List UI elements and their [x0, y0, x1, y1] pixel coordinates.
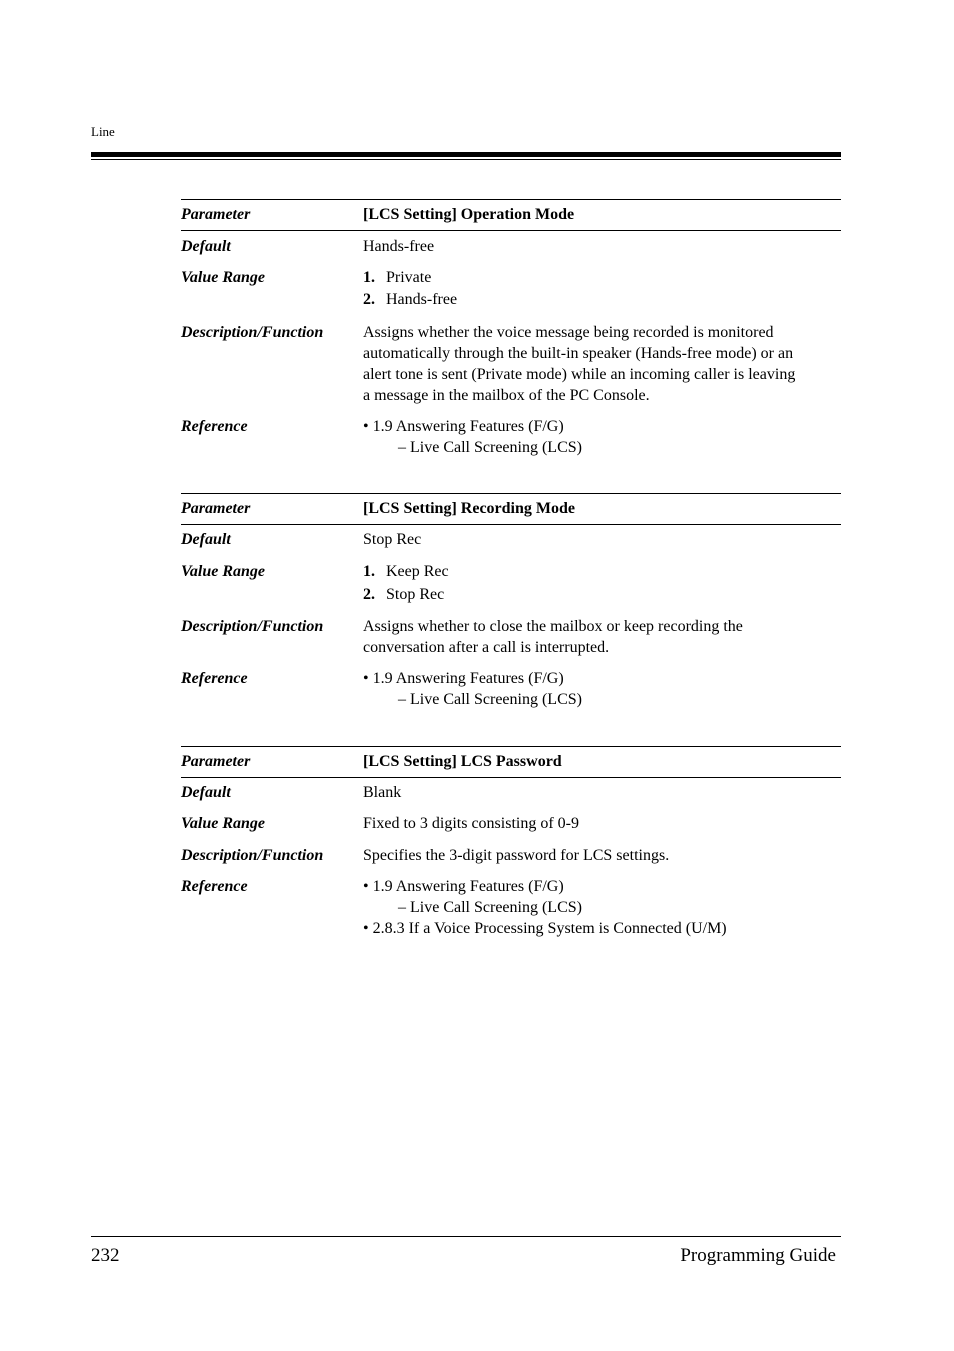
block-mid-rule: [181, 230, 841, 231]
description-label: Description/Function: [181, 847, 324, 864]
reference-label: Reference: [181, 670, 248, 687]
reference-item: • 1.9 Answering Features (F/G): [363, 878, 564, 895]
reference-list: [363, 416, 841, 458]
value-range-item: [363, 561, 841, 582]
description-line: Assigns whether to close the mailbox or keep recording the: [363, 618, 743, 635]
default-label: Default: [181, 531, 231, 548]
parameter-label: Parameter: [181, 500, 251, 517]
reference-list: [363, 876, 841, 939]
reference-label: Reference: [181, 878, 248, 895]
page-number: 232: [91, 1245, 120, 1266]
block-top-rule: [181, 746, 841, 747]
description-line: Specifies the 3-digit password for LCS settings.: [363, 847, 670, 864]
description-line: automatically through the built-in speaker (Hands-free mode) or an: [363, 345, 794, 362]
value-range-label: Value Range: [181, 269, 266, 286]
footer-title: Programming Guide: [680, 1245, 836, 1266]
default-value: Blank: [363, 784, 402, 801]
block-mid-rule: [181, 524, 841, 525]
value-range-list: [363, 561, 841, 605]
value-range-label: Value Range: [181, 563, 266, 580]
block-mid-rule: [181, 777, 841, 778]
header-rule-thick: [91, 152, 841, 157]
parameter-value: [LCS Setting] LCS Password: [363, 753, 562, 770]
description-text: [363, 616, 841, 658]
item-text: Private: [386, 269, 432, 286]
running-header: Line: [91, 124, 115, 139]
reference-label: Reference: [181, 418, 248, 435]
value-range-item: [363, 267, 841, 288]
default-value: Stop Rec: [363, 531, 422, 548]
description-text: [363, 322, 841, 406]
parameter-value: [LCS Setting] Operation Mode: [363, 206, 575, 223]
item-text: Keep Rec: [386, 563, 449, 580]
footer-rule: [91, 1236, 841, 1237]
reference-item: • 1.9 Answering Features (F/G): [363, 418, 564, 435]
parameter-label: Parameter: [181, 206, 251, 223]
description-line: a message in the mailbox of the PC Console.: [363, 387, 650, 404]
default-label: Default: [181, 784, 231, 801]
parameter-value: [LCS Setting] Recording Mode: [363, 500, 575, 517]
description-label: Description/Function: [181, 618, 324, 635]
value-range-text: Fixed to 3 digits consisting of 0-9: [363, 815, 579, 832]
item-number: 2.: [363, 291, 375, 308]
parameter-label: Parameter: [181, 753, 251, 770]
value-range-item: [363, 584, 841, 605]
value-range-list: [363, 267, 841, 310]
description-line: alert tone is sent (Private mode) while an incoming caller is leaving: [363, 366, 796, 383]
reference-list: [363, 668, 841, 710]
reference-subitem: – Live Call Screening (LCS): [398, 691, 582, 708]
default-label: Default: [181, 238, 231, 255]
value-range-label: Value Range: [181, 815, 266, 832]
item-number: 1.: [363, 269, 375, 286]
reference-subitem: – Live Call Screening (LCS): [398, 899, 582, 916]
header-rule-thin: [91, 159, 841, 160]
block-top-rule: [181, 199, 841, 200]
item-text: Hands-free: [386, 291, 458, 308]
item-number: 1.: [363, 563, 375, 580]
reference-subitem: – Live Call Screening (LCS): [398, 439, 582, 456]
reference-item: • 1.9 Answering Features (F/G): [363, 670, 564, 687]
block-top-rule: [181, 493, 841, 494]
item-number: 2.: [363, 586, 375, 603]
reference-item: • 2.8.3 If a Voice Processing System is Connected (U/M): [363, 920, 727, 937]
description-line: conversation after a call is interrupted.: [363, 639, 610, 656]
default-value: Hands-free: [363, 238, 435, 255]
item-text: Stop Rec: [386, 586, 445, 603]
description-text: [363, 845, 841, 866]
description-line: Assigns whether the voice message being recorded is monitored: [363, 324, 774, 341]
value-range-item: [363, 289, 841, 310]
description-label: Description/Function: [181, 324, 324, 341]
